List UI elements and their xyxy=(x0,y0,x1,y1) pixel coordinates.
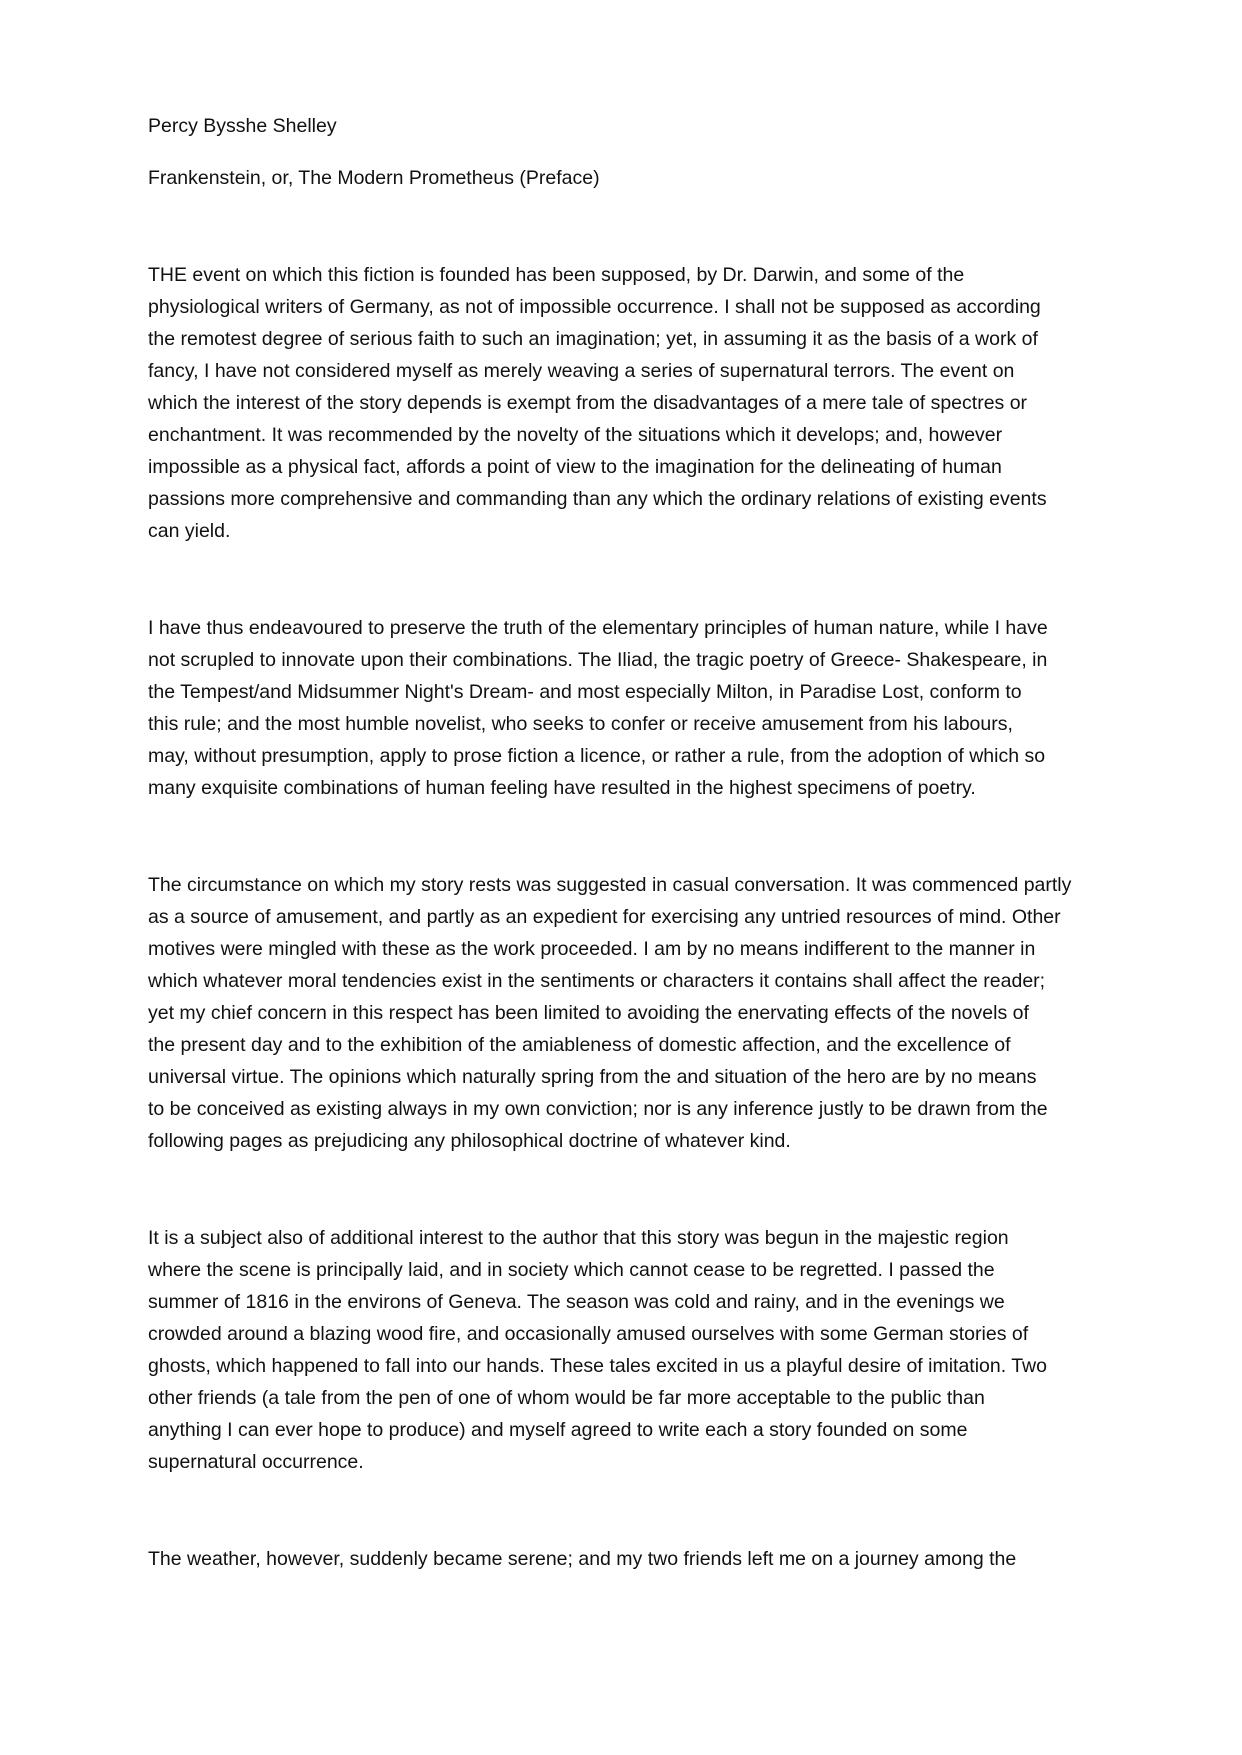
paragraph-line: the Tempest/and Midsummer Night's Dream- and most especially Milton, in Paradise Lost, conform to xyxy=(148,681,1022,703)
paragraph-line: many exquisite combinations of human feeling have resulted in the highest specimens of poetry. xyxy=(148,777,976,799)
paragraph-line: not scrupled to innovate upon their combinations. The Iliad, the tragic poetry of Greece- Shakespeare, in xyxy=(148,649,1048,671)
paragraph-line: physiological writers of Germany, as not of impossible occurrence. I shall not be supposed as according xyxy=(148,296,1041,318)
paragraph-line: crowded around a blazing wood fire, and occasionally amused ourselves with some German stories of xyxy=(148,1323,1029,1345)
paragraph-4 xyxy=(148,1222,1138,1478)
author-name: Percy Bysshe Shelley xyxy=(148,115,337,137)
document-title: Frankenstein, or, The Modern Prometheus (Preface) xyxy=(148,167,600,189)
paragraph-line: anything I can ever hope to produce) and myself agreed to write each a story founded on some xyxy=(148,1419,968,1441)
paragraph-line: universal virtue. The opinions which naturally spring from the and situation of the hero are by no means xyxy=(148,1066,1037,1088)
paragraph-line: to be conceived as existing always in my own conviction; nor is any inference justly to be drawn from the xyxy=(148,1098,1048,1120)
paragraph-line: may, without presumption, apply to prose fiction a licence, or rather a rule, from the adoption of which so xyxy=(148,745,1046,767)
paragraph-line: summer of 1816 in the environs of Geneva. The season was cold and rainy, and in the evenings we xyxy=(148,1291,1005,1313)
paragraph-line: supernatural occurrence. xyxy=(148,1451,364,1473)
paragraph-line: motives were mingled with these as the work proceeded. I am by no means indifferent to the manner in xyxy=(148,938,1036,960)
paragraph-line: the present day and to the exhibition of the amiableness of domestic affection, and the excellence of xyxy=(148,1034,1011,1056)
paragraph-line: The weather, however, suddenly became serene; and my two friends left me on a journey among the xyxy=(148,1548,1017,1570)
paragraph-line: where the scene is principally laid, and in society which cannot cease to be regretted. I passed the xyxy=(148,1259,995,1281)
paragraph-line: fancy, I have not considered myself as merely weaving a series of supernatural terrors. The event on xyxy=(148,360,1015,382)
paragraph-1 xyxy=(148,259,1138,547)
paragraph-line: passions more comprehensive and commanding than any which the ordinary relations of existing events xyxy=(148,488,1047,510)
paragraph-5 xyxy=(148,1543,1138,1575)
paragraph-line: The circumstance on which my story rests was suggested in casual conversation. It was commenced partly xyxy=(148,874,1072,896)
document-body xyxy=(148,110,1138,1640)
paragraph-line: as a source of amusement, and partly as an expedient for exercising any untried resources of mind. Other xyxy=(148,906,1061,928)
paragraph-line: ghosts, which happened to fall into our hands. These tales excited in us a playful desire of imitation. Two xyxy=(148,1355,1047,1377)
paragraph-line: which the interest of the story depends is exempt from the disadvantages of a mere tale of spectres or xyxy=(148,392,1028,414)
paragraph-line: It is a subject also of additional interest to the author that this story was begun in the majestic region xyxy=(148,1227,1009,1249)
paragraph-line: yet my chief concern in this respect has been limited to avoiding the enervating effects of the novels of xyxy=(148,1002,1029,1024)
paragraph-line: other friends (a tale from the pen of one of whom would be far more acceptable to the public than xyxy=(148,1387,985,1409)
paragraph-line: impossible as a physical fact, affords a point of view to the imagination for the delineating of human xyxy=(148,456,1002,478)
paragraph-line: the remotest degree of serious faith to such an imagination; yet, in assuming it as the basis of a work of xyxy=(148,328,1038,350)
paragraph-line: THE event on which this fiction is founded has been supposed, by Dr. Darwin, and some of the xyxy=(148,264,965,286)
paragraph-line: I have thus endeavoured to preserve the truth of the elementary principles of human nature, while I have xyxy=(148,617,1048,639)
paragraph-2 xyxy=(148,612,1138,804)
paragraph-line: can yield. xyxy=(148,520,231,542)
paragraph-line: enchantment. It was recommended by the novelty of the situations which it develops; and, however xyxy=(148,424,1003,446)
paragraph-line: which whatever moral tendencies exist in the sentiments or characters it contains shall affect the reader; xyxy=(148,970,1046,992)
paragraph-3 xyxy=(148,869,1138,1157)
paragraph-line: this rule; and the most humble novelist, who seeks to confer or receive amusement from his labours, xyxy=(148,713,1013,735)
paragraph-line: following pages as prejudicing any philosophical doctrine of whatever kind. xyxy=(148,1130,791,1152)
